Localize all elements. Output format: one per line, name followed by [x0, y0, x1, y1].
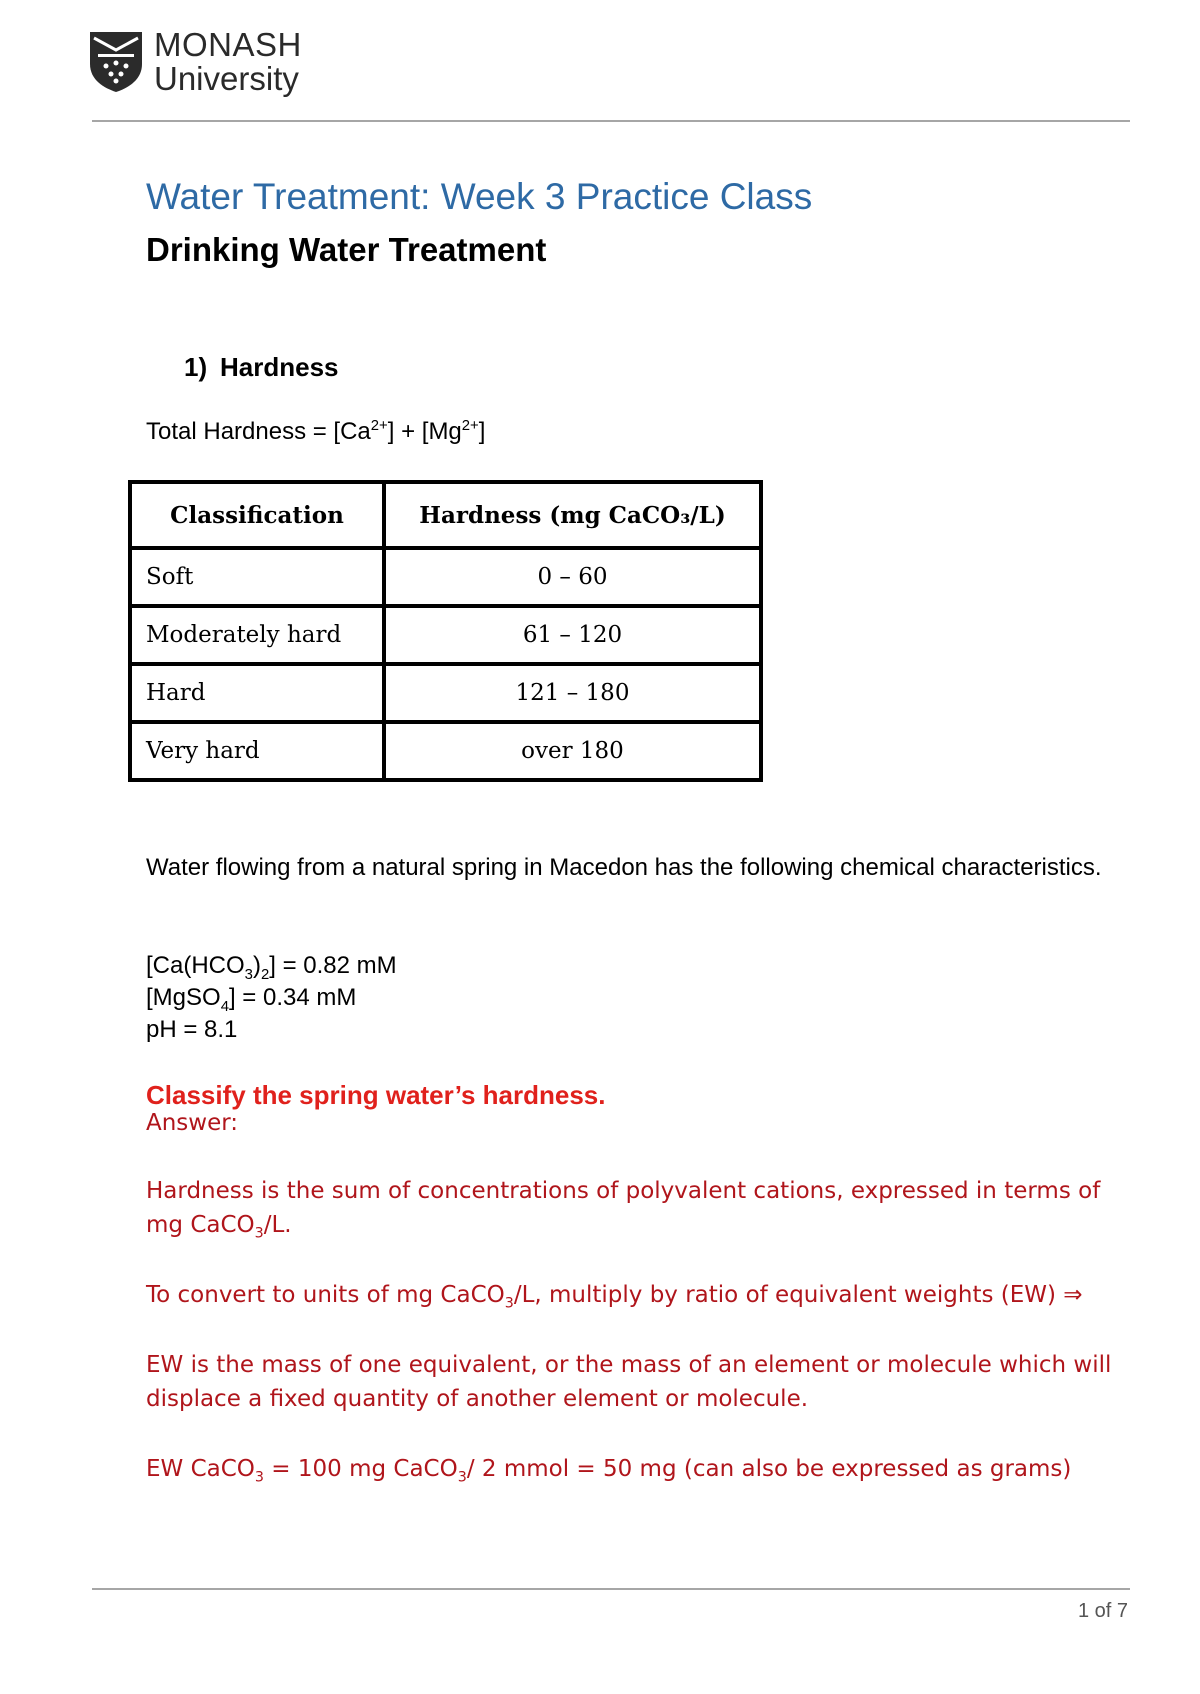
- answer-subscript: 3: [254, 1469, 264, 1486]
- chem-subscript: 3: [244, 966, 253, 983]
- formula-text: ]: [478, 418, 486, 445]
- chem-line-calcium: [146, 950, 397, 982]
- answer-subscript: 3: [504, 1295, 514, 1312]
- chem-text: ] = 0.82 mM: [269, 952, 397, 979]
- formula-charge: 2+: [461, 418, 479, 434]
- answer-text: /L.: [263, 1212, 292, 1238]
- answer-subscript: 3: [254, 1225, 264, 1242]
- table-header-cell: Classification: [130, 482, 384, 548]
- hardness-classification-table: [128, 480, 763, 782]
- answer-text: /L, multiply by ratio of equivalent weights (EW) ⇒: [513, 1282, 1083, 1308]
- answer-text: / 2 mmol = 50 mg (can also be expressed as grams): [466, 1456, 1072, 1482]
- section-heading: [184, 352, 339, 383]
- chem-text: [Ca(HCO: [146, 952, 245, 979]
- logo-wordmark-monash: MONASH: [154, 26, 302, 63]
- table-cell: 121 – 180: [384, 664, 761, 722]
- chem-text: ] = 0.34 mM: [228, 984, 357, 1011]
- table-row: [130, 722, 761, 780]
- table-row: [130, 664, 761, 722]
- intro-paragraph: Water flowing from a natural spring in Macedon has the following chemical characteristics.: [146, 854, 1102, 881]
- hardness-formula: [146, 418, 485, 446]
- table-cell: 0 – 60: [384, 548, 761, 606]
- chemical-characteristics: [146, 950, 397, 1046]
- section-title: Hardness: [220, 352, 339, 382]
- document-subtitle: Drinking Water Treatment: [146, 231, 547, 268]
- logo-wordmark-university: University: [154, 60, 299, 97]
- header-divider: [92, 120, 1130, 122]
- table-cell: Moderately hard: [130, 606, 384, 664]
- answer-paragraph-4: [146, 1452, 1136, 1486]
- chem-subscript: 4: [220, 998, 229, 1015]
- table-row: [130, 548, 761, 606]
- table-cell: 61 – 120: [384, 606, 761, 664]
- table-row: [130, 606, 761, 664]
- footer-divider: [92, 1588, 1130, 1590]
- table-cell: over 180: [384, 722, 761, 780]
- chem-text: ): [252, 952, 261, 979]
- answer-paragraph-1: [146, 1174, 1136, 1242]
- chem-subscript: 2: [260, 966, 270, 983]
- answer-subscript: 3: [457, 1469, 467, 1486]
- table-header-row: [130, 482, 761, 548]
- answer-text: To convert to units of mg CaCO: [146, 1282, 505, 1308]
- answer-paragraph-2: [146, 1278, 1136, 1312]
- answer-label: Answer:: [146, 1110, 239, 1136]
- answer-text: = 100 mg CaCO: [263, 1456, 458, 1482]
- section-number: 1): [184, 352, 208, 382]
- formula-charge: 2+: [370, 418, 388, 434]
- monash-logo: [88, 28, 318, 98]
- table-cell: Very hard: [130, 722, 384, 780]
- answer-text: Hardness is the sum of concentrations of polyvalent cations, expressed in terms of mg CaCO: [146, 1178, 1101, 1238]
- question-text: Classify the spring water’s hardness.: [146, 1080, 606, 1110]
- table-header-cell: Hardness (mg CaCO₃/L): [384, 482, 761, 548]
- page-number: 1 of 7: [1077, 1600, 1128, 1622]
- answer-paragraph-3: EW is the mass of one equivalent, or the mass of an element or molecule which will displace a fixed quantity of another element or molecule.: [146, 1352, 1112, 1412]
- formula-text: ] + [Mg: [387, 418, 462, 445]
- formula-text: Total Hardness = [Ca: [146, 418, 371, 445]
- monash-crest-icon: [88, 30, 144, 94]
- answer-text: EW CaCO: [146, 1456, 255, 1482]
- table-cell: Soft: [130, 548, 384, 606]
- document-title: Water Treatment: Week 3 Practice Class: [146, 176, 813, 217]
- chem-line-ph: pH = 8.1: [146, 1016, 238, 1043]
- chem-text: [MgSO: [146, 984, 221, 1011]
- table-cell: Hard: [130, 664, 384, 722]
- chem-line-magnesium: [146, 982, 397, 1014]
